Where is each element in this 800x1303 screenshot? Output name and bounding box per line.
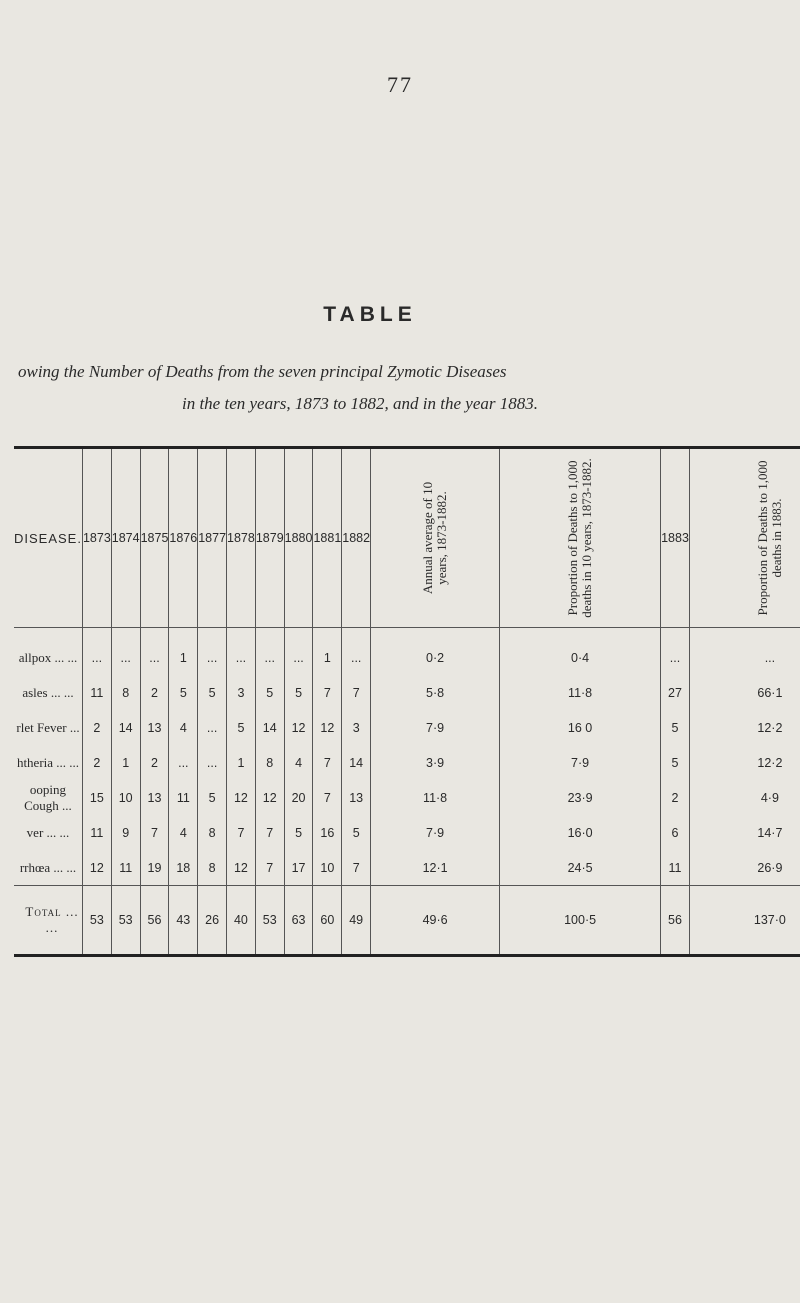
value-cell: 5 xyxy=(284,675,313,710)
value-cell: 23·9 xyxy=(500,780,661,815)
disease-name-cell: allpox ... ... xyxy=(18,649,78,665)
header-proportion-1883-label: Proportion of Deaths to 1,000 deaths in 1883. xyxy=(754,460,784,616)
value-cell: 10 xyxy=(313,850,342,886)
disease-name-cell: asles ... ... xyxy=(22,684,74,700)
value-cell: 0·2 xyxy=(371,628,500,676)
header-year: 1874 xyxy=(111,448,140,628)
disease-name-cell: htheria ... ... xyxy=(16,754,80,770)
total-value-cell: 137·0 xyxy=(689,886,800,956)
value-cell: 2 xyxy=(140,675,169,710)
value-cell: 7·9 xyxy=(371,815,500,850)
value-cell: 19 xyxy=(140,850,169,886)
value-cell: 5·8 xyxy=(371,675,500,710)
value-cell: 10 xyxy=(111,780,140,815)
header-year: 1877 xyxy=(198,448,227,628)
table-row xyxy=(14,710,800,745)
value-cell: ... xyxy=(198,710,227,745)
value-cell: 2 xyxy=(82,710,111,745)
value-cell: 14 xyxy=(255,710,284,745)
total-value-cell: 49·6 xyxy=(371,886,500,956)
value-cell: 7 xyxy=(313,780,342,815)
total-value-cell: 56 xyxy=(661,886,690,956)
value-cell: 14 xyxy=(111,710,140,745)
page-number: 77 xyxy=(387,72,413,97)
value-cell: 15 xyxy=(82,780,111,815)
value-cell: 11 xyxy=(111,850,140,886)
value-cell: 17 xyxy=(284,850,313,886)
table-row xyxy=(14,780,800,815)
value-cell: 5 xyxy=(169,675,198,710)
header-year: 1879 xyxy=(255,448,284,628)
value-cell: 16 xyxy=(313,815,342,850)
value-cell: 5 xyxy=(227,710,256,745)
value-cell: 18 xyxy=(169,850,198,886)
value-cell: 9 xyxy=(111,815,140,850)
value-cell: 11·8 xyxy=(371,780,500,815)
table-row xyxy=(14,745,800,780)
value-cell: 7·9 xyxy=(371,710,500,745)
value-cell: 13 xyxy=(342,780,371,815)
value-cell: ... xyxy=(82,628,111,676)
table-header-row xyxy=(14,448,800,628)
header-proportion-10yr-label: Proportion of Deaths to 1,000 deaths in 10 years, 1873-1882. xyxy=(565,458,595,618)
total-value-cell: 100·5 xyxy=(500,886,661,956)
value-cell: 12·2 xyxy=(689,710,800,745)
value-cell: 11 xyxy=(82,675,111,710)
header-year: 1881 xyxy=(313,448,342,628)
value-cell: ... xyxy=(111,628,140,676)
value-cell: 12 xyxy=(82,850,111,886)
zymotic-deaths-table xyxy=(14,446,800,957)
value-cell: 1 xyxy=(169,628,198,676)
value-cell: 2 xyxy=(82,745,111,780)
total-value-cell: 53 xyxy=(111,886,140,956)
value-cell: 5 xyxy=(661,710,690,745)
header-annual-average xyxy=(371,448,500,628)
value-cell: 7 xyxy=(140,815,169,850)
value-cell: ... xyxy=(284,628,313,676)
value-cell: 4 xyxy=(169,815,198,850)
table-row xyxy=(14,675,800,710)
disease-name-cell: ooping Cough ... xyxy=(24,781,72,813)
disease-name-cell: rlet Fever ... xyxy=(16,719,80,735)
table-title: TABLE xyxy=(323,303,417,326)
value-cell: 13 xyxy=(140,710,169,745)
value-cell: 14 xyxy=(342,745,371,780)
total-value-cell: 49 xyxy=(342,886,371,956)
value-cell: 2 xyxy=(140,745,169,780)
value-cell: 12·2 xyxy=(689,745,800,780)
value-cell: 7 xyxy=(227,815,256,850)
value-cell: 16 0 xyxy=(500,710,661,745)
total-value-cell: 40 xyxy=(227,886,256,956)
header-proportion-1883 xyxy=(689,448,800,628)
value-cell: 6 xyxy=(661,815,690,850)
header-year-1883: 1883 xyxy=(661,448,690,628)
value-cell: 11 xyxy=(169,780,198,815)
value-cell: 4 xyxy=(284,745,313,780)
value-cell: 1 xyxy=(227,745,256,780)
value-cell: 8 xyxy=(198,850,227,886)
header-year: 1882 xyxy=(342,448,371,628)
value-cell: ... xyxy=(227,628,256,676)
value-cell: 13 xyxy=(140,780,169,815)
value-cell: 7 xyxy=(255,850,284,886)
header-annual-average-label: Annual average of 10 years, 1873-1882. xyxy=(420,481,450,595)
value-cell: 5 xyxy=(284,815,313,850)
value-cell: 8 xyxy=(255,745,284,780)
value-cell: 24·5 xyxy=(500,850,661,886)
header-year: 1873 xyxy=(82,448,111,628)
total-value-cell: 26 xyxy=(198,886,227,956)
value-cell: 0·4 xyxy=(500,628,661,676)
table-row xyxy=(14,628,800,676)
value-cell: 8 xyxy=(198,815,227,850)
value-cell: 11 xyxy=(82,815,111,850)
value-cell: 5 xyxy=(255,675,284,710)
value-cell: ... xyxy=(140,628,169,676)
total-value-cell: 56 xyxy=(140,886,169,956)
value-cell: 27 xyxy=(661,675,690,710)
table-row xyxy=(14,850,800,886)
total-value-cell: 43 xyxy=(169,886,198,956)
value-cell: 5 xyxy=(661,745,690,780)
value-cell: 5 xyxy=(342,815,371,850)
value-cell: 12·1 xyxy=(371,850,500,886)
value-cell: 5 xyxy=(198,780,227,815)
value-cell: 1 xyxy=(111,745,140,780)
disease-name-cell: ver ... ... xyxy=(26,824,70,840)
value-cell: 12 xyxy=(227,850,256,886)
value-cell: ... xyxy=(169,745,198,780)
header-year: 1878 xyxy=(227,448,256,628)
total-value-cell: 53 xyxy=(82,886,111,956)
table-row xyxy=(14,815,800,850)
value-cell: 4·9 xyxy=(689,780,800,815)
total-value-cell: 60 xyxy=(313,886,342,956)
value-cell: 7 xyxy=(313,675,342,710)
value-cell: ... xyxy=(661,628,690,676)
table-subtitle-line2: in the ten years, 1873 to 1882, and in the year 1883. xyxy=(181,394,538,413)
value-cell: 3 xyxy=(342,710,371,745)
value-cell: 16·0 xyxy=(500,815,661,850)
total-row xyxy=(14,886,800,956)
value-cell: ... xyxy=(689,628,800,676)
value-cell: 3 xyxy=(227,675,256,710)
value-cell: 11 xyxy=(661,850,690,886)
value-cell: 11·8 xyxy=(500,675,661,710)
header-year: 1875 xyxy=(140,448,169,628)
value-cell: 8 xyxy=(111,675,140,710)
value-cell: 12 xyxy=(313,710,342,745)
value-cell: ... xyxy=(342,628,371,676)
value-cell: 26·9 xyxy=(689,850,800,886)
value-cell: 7 xyxy=(255,815,284,850)
value-cell: ... xyxy=(255,628,284,676)
value-cell: 12 xyxy=(255,780,284,815)
value-cell: ... xyxy=(198,745,227,780)
value-cell: 12 xyxy=(227,780,256,815)
value-cell: 2 xyxy=(661,780,690,815)
value-cell: 7 xyxy=(342,850,371,886)
total-value-cell: 53 xyxy=(255,886,284,956)
value-cell: 66·1 xyxy=(689,675,800,710)
value-cell: 12 xyxy=(284,710,313,745)
value-cell: 7·9 xyxy=(500,745,661,780)
value-cell: 7 xyxy=(342,675,371,710)
total-value-cell: 63 xyxy=(284,886,313,956)
table-subtitle-line1: owing the Number of Deaths from the seven principal Zymotic Diseases xyxy=(18,362,507,381)
value-cell: 5 xyxy=(198,675,227,710)
header-disease: DISEASE. xyxy=(14,448,82,628)
value-cell: 20 xyxy=(284,780,313,815)
header-year: 1880 xyxy=(284,448,313,628)
value-cell: 4 xyxy=(169,710,198,745)
header-year: 1876 xyxy=(169,448,198,628)
value-cell: ... xyxy=(198,628,227,676)
value-cell: 7 xyxy=(313,745,342,780)
total-label-cell: Total ... ... xyxy=(14,886,82,956)
value-cell: 14·7 xyxy=(689,815,800,850)
value-cell: 1 xyxy=(313,628,342,676)
header-proportion-10yr xyxy=(500,448,661,628)
value-cell: 3·9 xyxy=(371,745,500,780)
disease-name-cell: rrhœa ... ... xyxy=(19,859,77,875)
